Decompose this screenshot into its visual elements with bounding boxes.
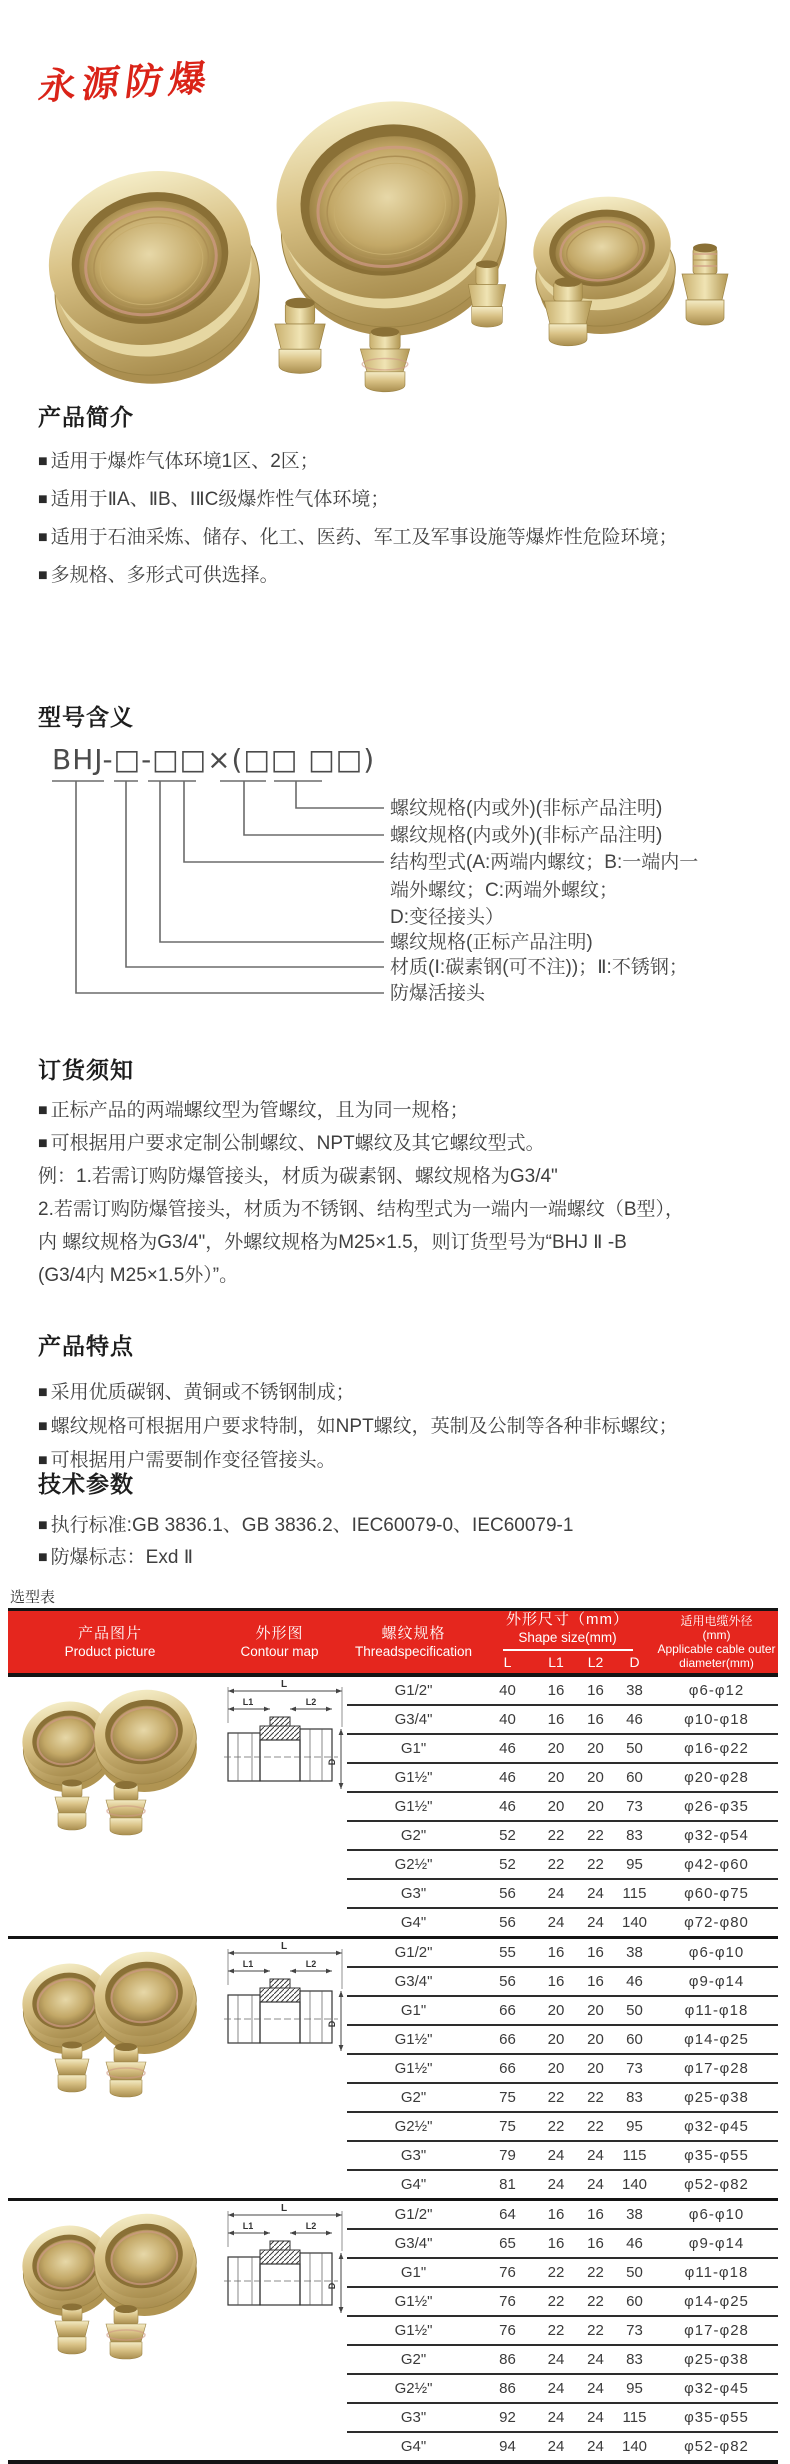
list-item-text: 内 螺纹规格为G3/4"，外螺纹规格为M25×1.5，则订货型号为“BHJ Ⅱ -B — [38, 1232, 627, 1253]
cell-d: 38 — [614, 1675, 655, 1705]
cell-l1: 16 — [535, 2229, 577, 2258]
cell-spec: G3" — [347, 1879, 480, 1908]
cell-l: 81 — [480, 2170, 535, 2200]
list-item — [38, 1410, 754, 1444]
bullet-square-icon: ■ — [38, 1418, 48, 1435]
cell-d: 95 — [614, 2112, 655, 2141]
cell-l: 75 — [480, 2112, 535, 2141]
table-header — [8, 1610, 778, 1676]
cell-spec: G1½" — [347, 2054, 480, 2083]
cell-l: 65 — [480, 2229, 535, 2258]
cell-l: 56 — [480, 1967, 535, 1996]
contour-drawing — [214, 2201, 346, 2323]
cell-cable: φ60-φ75 — [655, 1879, 778, 1908]
list-item-text: 防爆标志：Exd Ⅱ — [50, 1547, 194, 1568]
list-item — [38, 443, 754, 481]
bullet-square-icon: ■ — [38, 491, 48, 508]
cell-d: 46 — [614, 1705, 655, 1734]
cell-d: 140 — [614, 2170, 655, 2200]
cell-d: 50 — [614, 1996, 655, 2025]
cell-l2: 16 — [577, 1938, 614, 1968]
cell-l1: 20 — [535, 1734, 577, 1763]
cell-l: 79 — [480, 2141, 535, 2170]
section-title: 型号含义 — [38, 704, 134, 730]
cell-spec: G1" — [347, 1996, 480, 2025]
cell-d: 60 — [614, 1763, 655, 1792]
subcol-L: L — [480, 1651, 535, 1675]
contour-map — [212, 1938, 347, 2200]
subcol-L2: L2 — [577, 1651, 614, 1675]
cell-spec: G3/4" — [347, 1967, 480, 1996]
cell-l: 55 — [480, 1938, 535, 1968]
list-item-text: 适用于ⅡA、ⅡB、ⅠⅡC级爆炸性气体环境； — [50, 489, 390, 510]
subcol-D: D — [614, 1651, 655, 1675]
subcol-L1: L1 — [535, 1651, 577, 1675]
cell-l2: 16 — [577, 1675, 614, 1705]
cell-l: 46 — [480, 1763, 535, 1792]
cell-cable: φ35-φ55 — [655, 2141, 778, 2170]
cell-d: 83 — [614, 1821, 655, 1850]
list-item — [38, 1127, 754, 1160]
cell-l2: 20 — [577, 1734, 614, 1763]
cell-d: 60 — [614, 2025, 655, 2054]
cell-d: 73 — [614, 1792, 655, 1821]
cell-spec: G2" — [347, 2083, 480, 2112]
bullet-square-icon: ■ — [38, 1549, 48, 1566]
list-item-text: 采用优质碳钢、黄铜或不锈钢制成； — [50, 1382, 355, 1403]
cell-d: 46 — [614, 1967, 655, 1996]
cell-l1: 24 — [535, 1908, 577, 1938]
cell-d: 60 — [614, 2287, 655, 2316]
svg-text:L: L — [280, 1679, 287, 1690]
cell-spec: G2" — [347, 2345, 480, 2374]
cell-l1: 24 — [535, 2432, 577, 2462]
cell-cable: φ42-φ60 — [655, 1850, 778, 1879]
cell-spec: G4" — [347, 1908, 480, 1938]
cell-l: 76 — [480, 2287, 535, 2316]
cell-l: 64 — [480, 2200, 535, 2230]
cell-l1: 16 — [535, 1967, 577, 1996]
cell-l2: 20 — [577, 2025, 614, 2054]
list-item — [38, 519, 754, 557]
cell-spec: G1/2" — [347, 1938, 480, 1968]
list-item-text: 适用于石油采炼、储存、化工、医药、军工及军事设施等爆炸性危险环境； — [50, 527, 678, 548]
cell-l2: 22 — [577, 2112, 614, 2141]
cell-l1: 22 — [535, 1850, 577, 1879]
cell-l2: 22 — [577, 1821, 614, 1850]
cell-cable: φ6-φ10 — [655, 1938, 778, 1968]
cell-spec: G1½" — [347, 1763, 480, 1792]
list-item-text: 执行标准:GB 3836.1、GB 3836.2、IEC60079-0、IEC60079-1 — [50, 1515, 574, 1536]
cell-spec: G1/2" — [347, 2200, 480, 2230]
cell-spec: G1/2" — [347, 1675, 480, 1705]
cell-d: 115 — [614, 2141, 655, 2170]
cell-cable: φ52-φ82 — [655, 2170, 778, 2200]
contour-map — [212, 1675, 347, 1938]
cell-cable: φ52-φ82 — [655, 2432, 778, 2462]
list-item-text: 螺纹规格可根据用户要求特制，如NPT螺纹，英制及公制等各种非标螺纹； — [50, 1416, 678, 1437]
section-title: 产品特点 — [38, 1333, 134, 1359]
cell-cable: φ20-φ28 — [655, 1763, 778, 1792]
cell-l2: 24 — [577, 2374, 614, 2403]
model-code: BHJ-□-□□×(□□ □□) — [52, 743, 376, 776]
cell-l2: 16 — [577, 2200, 614, 2230]
cell-l2: 24 — [577, 1879, 614, 1908]
bullet-square-icon: ■ — [38, 529, 48, 546]
cell-l1: 16 — [535, 1675, 577, 1705]
cell-d: 50 — [614, 1734, 655, 1763]
list-item-text: (G3/4内 M25×1.5外）”。 — [38, 1265, 239, 1286]
cell-l: 76 — [480, 2258, 535, 2287]
table-row — [8, 1938, 778, 1968]
svg-text:L2: L2 — [305, 2221, 316, 2231]
cell-l2: 22 — [577, 2258, 614, 2287]
cell-l1: 24 — [535, 2345, 577, 2374]
cell-spec: G3/4" — [347, 1705, 480, 1734]
cell-spec: G2½" — [347, 2112, 480, 2141]
cell-cable: φ9-φ14 — [655, 2229, 778, 2258]
cell-l2: 22 — [577, 2316, 614, 2345]
product-photo-graphic — [14, 2201, 206, 2371]
cell-l2: 24 — [577, 2403, 614, 2432]
cell-l1: 16 — [535, 1705, 577, 1734]
col-cable-diameter: 适用电缆外径 (mm) Applicable cable outer diameter(mm) — [655, 1610, 778, 1676]
cell-l1: 24 — [535, 2141, 577, 2170]
cell-spec: G1" — [347, 1734, 480, 1763]
cell-l: 46 — [480, 1734, 535, 1763]
cell-cable: φ32-φ45 — [655, 2112, 778, 2141]
cell-l: 66 — [480, 2025, 535, 2054]
cell-cable: φ17-φ28 — [655, 2054, 778, 2083]
cell-l2: 20 — [577, 2054, 614, 2083]
cell-spec: G4" — [347, 2170, 480, 2200]
brand-logo: 永源防爆 — [36, 57, 215, 108]
cell-l1: 24 — [535, 2374, 577, 2403]
cell-cable: φ6-φ12 — [655, 1675, 778, 1705]
cell-l1: 20 — [535, 2054, 577, 2083]
cell-l: 94 — [480, 2432, 535, 2462]
cell-l1: 24 — [535, 1879, 577, 1908]
list-item — [38, 1160, 754, 1193]
cell-d: 115 — [614, 2403, 655, 2432]
cell-l1: 20 — [535, 1996, 577, 2025]
product-photo-graphic — [14, 1939, 206, 2109]
cell-cable: φ17-φ28 — [655, 2316, 778, 2345]
cell-l: 92 — [480, 2403, 535, 2432]
bullet-square-icon: ■ — [38, 1135, 48, 1152]
cell-spec: G1½" — [347, 2287, 480, 2316]
cell-cable: φ25-φ38 — [655, 2345, 778, 2374]
hero-photo — [0, 0, 790, 395]
cell-spec: G2½" — [347, 2374, 480, 2403]
bullet-square-icon: ■ — [38, 1102, 48, 1119]
model-label: 材质(Ⅰ:碳素钢(可不注))；Ⅱ:不锈钢； — [390, 957, 688, 978]
svg-text:L: L — [280, 1941, 287, 1952]
list-item-text: 正标产品的两端螺纹型为管螺纹，且为同一规格； — [50, 1100, 469, 1121]
contour-drawing — [214, 1677, 346, 1799]
col-contour-map: 外形图 Contour map — [212, 1610, 347, 1676]
cell-l: 86 — [480, 2374, 535, 2403]
cell-l: 76 — [480, 2316, 535, 2345]
cell-cable: φ72-φ80 — [655, 1908, 778, 1938]
bullet-square-icon: ■ — [38, 1517, 48, 1534]
cell-l: 66 — [480, 2054, 535, 2083]
section-title: 技术参数 — [38, 1471, 134, 1497]
list-item — [38, 557, 754, 595]
cell-l2: 20 — [577, 1763, 614, 1792]
product-picture — [8, 1675, 212, 1938]
section-tech-params — [38, 1470, 754, 1574]
cell-l2: 16 — [577, 1705, 614, 1734]
cell-l1: 24 — [535, 2403, 577, 2432]
cell-cable: φ26-φ35 — [655, 1792, 778, 1821]
cell-d: 73 — [614, 2316, 655, 2345]
cell-l1: 16 — [535, 2200, 577, 2230]
product-picture — [8, 1938, 212, 2200]
cell-l2: 24 — [577, 2141, 614, 2170]
cell-d: 38 — [614, 2200, 655, 2230]
cell-cable: φ14-φ25 — [655, 2025, 778, 2054]
cell-d: 115 — [614, 1879, 655, 1908]
bullet-square-icon: ■ — [38, 1452, 48, 1469]
cell-l1: 20 — [535, 1763, 577, 1792]
cell-l: 56 — [480, 1879, 535, 1908]
cell-cable: φ11-φ18 — [655, 1996, 778, 2025]
list-item — [38, 1226, 754, 1259]
cell-l: 86 — [480, 2345, 535, 2374]
svg-text:L1: L1 — [242, 1697, 253, 1707]
cell-l2: 22 — [577, 1850, 614, 1879]
cell-l1: 20 — [535, 1792, 577, 1821]
table-row — [8, 2200, 778, 2230]
product-picture — [8, 2200, 212, 2463]
cell-spec: G1" — [347, 2258, 480, 2287]
cell-d: 50 — [614, 2258, 655, 2287]
cell-cable: φ16-φ22 — [655, 1734, 778, 1763]
cell-l: 56 — [480, 1908, 535, 1938]
cell-l1: 22 — [535, 2316, 577, 2345]
cell-l: 75 — [480, 2083, 535, 2112]
cell-d: 38 — [614, 1938, 655, 1968]
contour-map — [212, 2200, 347, 2463]
cell-l2: 24 — [577, 2170, 614, 2200]
cell-cable: φ6-φ10 — [655, 2200, 778, 2230]
cell-l2: 24 — [577, 2432, 614, 2462]
model-label: D:变径接头） — [390, 907, 505, 928]
svg-text:D: D — [326, 2282, 337, 2290]
cell-cable: φ10-φ18 — [655, 1705, 778, 1734]
cell-l1: 22 — [535, 1821, 577, 1850]
section-title: 产品简介 — [38, 404, 134, 430]
cell-l2: 24 — [577, 1908, 614, 1938]
table-body — [8, 1675, 778, 2462]
cell-l1: 16 — [535, 1938, 577, 1968]
svg-text:L1: L1 — [242, 2221, 253, 2231]
list-item-text: 可根据用户要求定制公制螺纹、NPT螺纹及其它螺纹型式。 — [50, 1133, 545, 1154]
svg-text:L2: L2 — [305, 1697, 316, 1707]
cell-l: 66 — [480, 1996, 535, 2025]
table-row — [8, 1675, 778, 1705]
cell-cable: φ35-φ55 — [655, 2403, 778, 2432]
cell-d: 46 — [614, 2229, 655, 2258]
contour-drawing — [214, 1939, 346, 2061]
cell-l1: 20 — [535, 2025, 577, 2054]
cell-cable: φ9-φ14 — [655, 1967, 778, 1996]
cell-d: 95 — [614, 1850, 655, 1879]
list-item — [38, 1542, 754, 1574]
cell-d: 140 — [614, 1908, 655, 1938]
col-shape-size: 外形尺寸（mm） Shape size(mm) — [480, 1610, 655, 1652]
cell-spec: G1½" — [347, 1792, 480, 1821]
model-label: 结构型式(A:两端内螺纹；B:一端内一 — [390, 852, 699, 873]
list-item — [38, 1376, 754, 1410]
cell-l1: 22 — [535, 2112, 577, 2141]
bullet-square-icon: ■ — [38, 453, 48, 470]
cell-spec: G3" — [347, 2141, 480, 2170]
cell-l2: 22 — [577, 2287, 614, 2316]
section-order-notes — [38, 1056, 754, 1292]
section-product-intro — [38, 403, 754, 595]
cell-d: 83 — [614, 2345, 655, 2374]
model-label: 螺纹规格(正标产品注明) — [390, 932, 593, 953]
cell-l: 52 — [480, 1850, 535, 1879]
cell-l1: 24 — [535, 2170, 577, 2200]
svg-text:L2: L2 — [305, 1959, 316, 1969]
cell-spec: G2" — [347, 1821, 480, 1850]
cell-l: 52 — [480, 1821, 535, 1850]
cell-l: 46 — [480, 1792, 535, 1821]
cell-spec: G1½" — [347, 2316, 480, 2345]
list-item-text: 多规格、多形式可供选择。 — [50, 565, 279, 586]
model-label: 螺纹规格(内或外)(非标产品注明) — [390, 825, 663, 846]
cell-l1: 22 — [535, 2083, 577, 2112]
col-thread-spec: 螺纹规格 Threadspecification — [347, 1610, 480, 1676]
cell-cable: φ11-φ18 — [655, 2258, 778, 2287]
product-photo-graphic — [14, 1677, 206, 1847]
cell-spec: G4" — [347, 2432, 480, 2462]
cell-l2: 20 — [577, 1792, 614, 1821]
bullet-square-icon: ■ — [38, 1384, 48, 1401]
cell-l2: 22 — [577, 2083, 614, 2112]
selection-table — [8, 1608, 778, 2464]
model-label: 端外螺纹；C:两端外螺纹； — [390, 880, 619, 901]
cell-l2: 24 — [577, 2345, 614, 2374]
list-item-text: 可根据用户需要制作变径管接头。 — [50, 1450, 336, 1471]
cell-l2: 16 — [577, 2229, 614, 2258]
svg-text:L: L — [280, 2203, 287, 2214]
bullet-square-icon: ■ — [38, 567, 48, 584]
cell-d: 73 — [614, 2054, 655, 2083]
cell-l: 40 — [480, 1675, 535, 1705]
cell-l1: 22 — [535, 2287, 577, 2316]
list-item — [38, 1193, 754, 1226]
cell-cable: φ25-φ38 — [655, 2083, 778, 2112]
list-item — [38, 481, 754, 519]
cell-spec: G3" — [347, 2403, 480, 2432]
cell-l2: 16 — [577, 1967, 614, 1996]
list-item — [38, 1094, 754, 1127]
model-label: 防爆活接头 — [390, 983, 486, 1004]
cell-d: 95 — [614, 2374, 655, 2403]
selection-table-wrap — [8, 1608, 778, 2464]
list-item-text: 例：1.若需订购防爆管接头，材质为碳素钢、螺纹规格为G3/4" — [38, 1166, 558, 1187]
cell-spec: G3/4" — [347, 2229, 480, 2258]
section-model-meaning — [38, 703, 754, 1033]
svg-text:L1: L1 — [242, 1959, 253, 1969]
cell-d: 83 — [614, 2083, 655, 2112]
cell-cable: φ32-φ54 — [655, 1821, 778, 1850]
col-product-picture: 产品图片 Product picture — [8, 1610, 212, 1676]
cell-d: 140 — [614, 2432, 655, 2462]
list-item — [38, 1510, 754, 1542]
model-label: 螺纹规格(内或外)(非标产品注明) — [390, 798, 663, 819]
section-features — [38, 1332, 754, 1478]
list-item-text: 适用于爆炸气体环境1区、2区； — [50, 451, 319, 472]
svg-text:D: D — [326, 2020, 337, 2028]
cell-l1: 22 — [535, 2258, 577, 2287]
cell-cable: φ14-φ25 — [655, 2287, 778, 2316]
cell-spec: G1½" — [347, 2025, 480, 2054]
selection-table-label: 选型表 — [10, 1589, 56, 1606]
cell-l: 40 — [480, 1705, 535, 1734]
list-item — [38, 1259, 754, 1292]
section-title: 订货须知 — [38, 1057, 134, 1083]
list-item-text: 2.若需订购防爆管接头，材质为不锈钢、结构型式为一端内一端螺纹（B型）， — [38, 1199, 685, 1220]
cell-spec: G2½" — [347, 1850, 480, 1879]
cell-cable: φ32-φ45 — [655, 2374, 778, 2403]
cell-l2: 20 — [577, 1996, 614, 2025]
svg-text:D: D — [326, 1758, 337, 1766]
